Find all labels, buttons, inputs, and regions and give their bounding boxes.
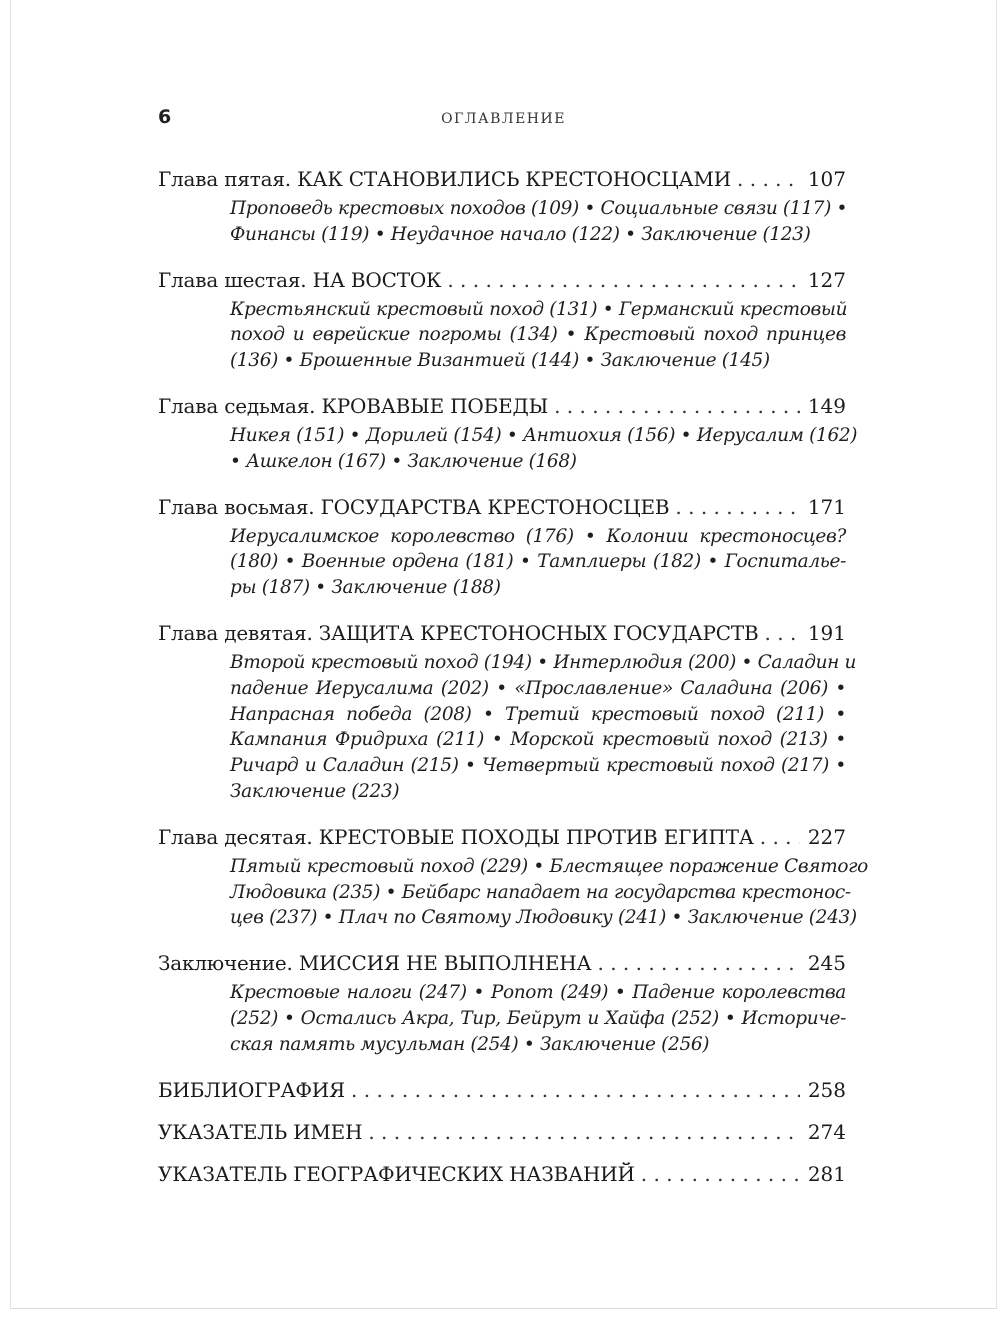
toc-entry: [158, 165, 846, 248]
toc-entry-title: ГОСУДАРСТВА КРЕСТОНОСЦЕВ: [320, 494, 670, 519]
dot-leader: [641, 1160, 800, 1188]
toc-entry-title: УКАЗАТЕЛЬ ГЕОГРАФИЧЕСКИХ НАЗВАНИЙ: [158, 1161, 635, 1186]
page-number: 6: [158, 106, 172, 128]
toc-entry-title: КАК СТАНОВИЛИСЬ КРЕСТОНОСЦАМИ: [297, 167, 732, 191]
toc-entry-heading: [158, 949, 591, 977]
toc-entry-label: Глава шестая.: [158, 267, 313, 292]
subsection-line: Второй крестовый поход (194) • Интерлюдия (200) • Саладин и: [230, 651, 857, 673]
toc-entry-page: 107: [807, 167, 846, 191]
toc-entry-label: Глава пятая.: [158, 167, 298, 191]
toc-entry-label: Заключение.: [158, 951, 299, 976]
toc-entry-page: 258: [807, 1077, 846, 1102]
toc-entry-line: [158, 165, 846, 193]
toc-entry-subsections: [230, 854, 868, 931]
toc-entry: [158, 1076, 846, 1104]
toc-entry-line: [158, 949, 846, 977]
toc-entry-heading: [158, 823, 754, 851]
subsection-line: Ричард и Саладин (215) • Четвертый крестовый поход (217) •: [230, 755, 846, 777]
toc-entry-heading: [158, 392, 548, 420]
running-head: ОГЛАВЛЕНИЕ: [441, 111, 566, 127]
subsection-line: цев (237) • Плач по Святому Людовику (241) • Заключение (243): [230, 907, 857, 929]
toc-entry-subsections: [230, 297, 846, 374]
toc-entry-title: КРЕСТОВЫЕ ПОХОДЫ ПРОТИВ ЕГИПТА: [318, 824, 754, 849]
table-of-contents: [158, 165, 868, 1202]
toc-entry-heading: [158, 1118, 362, 1146]
toc-entry-line: [158, 266, 846, 294]
toc-entry-title: НА ВОСТОК: [312, 267, 442, 292]
toc-entry-heading: [158, 266, 441, 294]
toc-entry-page: 274: [807, 1119, 846, 1144]
subsection-line: ская память мусульман (254) • Заключение (256): [230, 1033, 710, 1055]
toc-entry-label: Глава восьмая.: [158, 494, 321, 519]
dot-leader: [760, 823, 800, 851]
toc-entry: [158, 1160, 846, 1188]
dot-leader: [597, 949, 799, 977]
toc-entry-line: [158, 823, 846, 851]
toc-entry-line: [158, 1118, 846, 1146]
dot-leader: [554, 392, 800, 420]
subsection-line: поход и еврейские погромы (134) • Крестовый поход принцев: [230, 324, 846, 346]
toc-entry-heading: [158, 165, 731, 193]
toc-entry: [158, 266, 846, 374]
subsection-line: • Ашкелон (167) • Заключение (168): [230, 450, 577, 472]
toc-entry: [158, 1118, 846, 1146]
toc-entry-subsections: [230, 423, 858, 475]
toc-entry-line: [158, 493, 846, 521]
subsection-line: ры (187) • Заключение (188): [230, 577, 501, 599]
toc-entry-line: [158, 1160, 846, 1188]
subsection-line: (252) • Остались Акра, Тир, Бейрут и Хайфа (252) • Историче-: [230, 1007, 846, 1029]
toc-entry-subsections: [230, 980, 846, 1057]
toc-entry-title: БИБЛИОГРАФИЯ: [158, 1077, 346, 1102]
subsection-line: Финансы (119) • Неудачное начало (122) • Заключение (123): [230, 223, 811, 245]
subsection-line: Никея (151) • Дорилей (154) • Антиохия (156) • Иерусалим (162): [230, 424, 858, 446]
toc-entry-page: 171: [807, 494, 846, 519]
toc-entry: [158, 493, 846, 601]
toc-entry-subsections: [230, 196, 846, 248]
subsection-line: Напрасная победа (208) • Третий крестовый поход (211) •: [230, 703, 846, 725]
toc-entry-title: ЗАЩИТА КРЕСТОНОСНЫХ ГОСУДАРСТВ: [318, 620, 759, 645]
toc-entry-title: МИССИЯ НЕ ВЫПОЛНЕНА: [298, 951, 592, 976]
toc-entry-title: КРОВАВЫЕ ПОБЕДЫ: [321, 393, 549, 418]
subsection-line: Кампания Фридриха (211) • Морской крестовый поход (213) •: [230, 729, 846, 751]
toc-entry-label: Глава десятая.: [158, 824, 319, 849]
subsection-line: (180) • Военные ордена (181) • Тамплиеры (182) • Госпиталье-: [230, 551, 846, 573]
subsection-line: Крестовые налоги (247) • Ропот (249) • Падение королевства: [230, 982, 846, 1004]
subsection-line: Иерусалимское королевство (176) • Колонии крестоносцев?: [230, 525, 846, 547]
toc-entry-page: 227: [807, 824, 846, 849]
toc-entry: [158, 949, 846, 1057]
toc-entry-page: 149: [807, 393, 846, 418]
toc-entry: [158, 823, 868, 931]
subsection-line: Проповедь крестовых походов (109) • Социальные связи (117) •: [230, 198, 848, 219]
toc-entry: [158, 392, 858, 475]
dot-leader: [737, 165, 800, 193]
toc-entry-label: Глава девятая.: [158, 620, 319, 645]
toc-entry-heading: [158, 619, 759, 647]
toc-entry-page: 191: [807, 620, 846, 645]
toc-entry: [158, 619, 857, 805]
dot-leader: [675, 493, 799, 521]
subsection-line: (136) • Брошенные Византией (144) • Заключение (145): [230, 350, 770, 372]
toc-entry-subsections: [230, 650, 857, 805]
dot-leader: [765, 619, 800, 647]
toc-entry-page: 281: [807, 1161, 846, 1186]
subsection-line: Людовика (235) • Бейбарс нападает на государства крестонос-: [230, 881, 851, 903]
dot-leader: [447, 266, 799, 294]
toc-entry-heading: [158, 493, 669, 521]
toc-entry-line: [158, 619, 846, 647]
toc-entry-line: [158, 1076, 846, 1104]
toc-entry-page: 245: [807, 951, 846, 976]
subsection-line: Пятый крестовый поход (229) • Блестящее поражение Святого: [230, 855, 868, 877]
subsection-line: падение Иерусалима (202) • «Прославление» Саладина (206) •: [230, 677, 846, 699]
toc-entry-heading: [158, 1160, 635, 1188]
subsection-line: Заключение (223): [230, 780, 400, 802]
toc-entry-label: Глава седьмая.: [158, 393, 322, 418]
toc-entry-heading: [158, 1076, 345, 1104]
toc-entry-line: [158, 392, 846, 420]
subsection-line: Крестьянский крестовый поход (131) • Германский крестовый: [230, 298, 848, 320]
dot-leader: [351, 1076, 800, 1104]
toc-entry-subsections: [230, 524, 846, 601]
dot-leader: [368, 1118, 800, 1146]
toc-entry-title: УКАЗАТЕЛЬ ИМЕН: [158, 1119, 363, 1144]
toc-entry-page: 127: [807, 267, 846, 292]
